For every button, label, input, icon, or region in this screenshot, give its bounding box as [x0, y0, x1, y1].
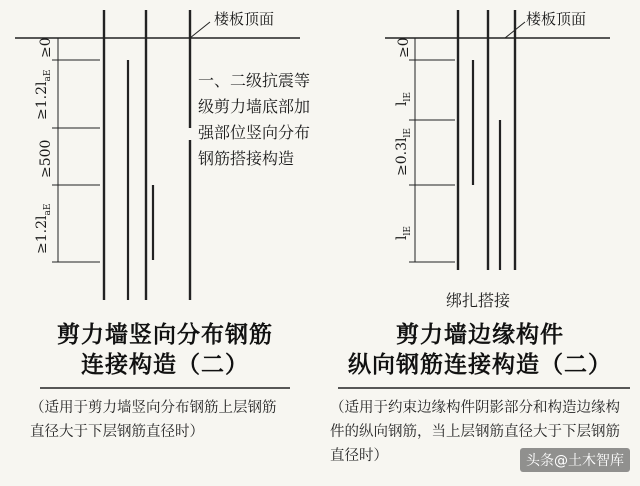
left-dimension-ticks	[52, 38, 100, 262]
right-dim-2: $\ge 0.3l_{lE}$	[394, 128, 413, 176]
right-dim-0: ≥0	[396, 37, 412, 58]
right-title	[330, 320, 630, 380]
left-dim-0: ≥0	[38, 37, 54, 58]
left-title-line-1: 剪力墙竖向分布钢筋	[57, 322, 273, 348]
left-caption: （适用于剪力墙竖向分布钢筋上层钢筋直径大于下层钢筋直径时）	[30, 400, 277, 440]
right-title-line-2: 纵向钢筋连接构造（二）	[348, 352, 612, 378]
left-dim-3: $\ge 1.2l_{aE}$	[34, 203, 53, 254]
right-title-line-1: 剪力墙边缘构件	[396, 322, 564, 348]
left-title	[30, 320, 300, 380]
left-title-line-2: 连接构造（二）	[81, 352, 249, 378]
left-note: 一、二级抗震等级剪力墙底部加强部位竖向分布钢筋搭接构造	[198, 71, 311, 168]
watermark: 头条@土木智库	[520, 448, 630, 472]
left-dim-2: ≥500	[38, 139, 54, 178]
left-dim-1: $\ge 1.2l_{aE}$	[34, 69, 53, 120]
right-dimension-ticks	[409, 38, 455, 262]
right-dim-1: $l_{lE}$	[394, 92, 413, 106]
right-caption: （适用于约束边缘构件阴影部分和构造边缘构件的纵向钢筋，当上层钢筋直径大于下层钢筋直径时）	[330, 400, 620, 464]
left-slab-leader	[190, 22, 210, 38]
right-lap-label: 绑扎搭接	[446, 291, 511, 310]
right-dim-3: $l_{lE}$	[394, 226, 413, 240]
left-slab-label: 楼板顶面	[214, 10, 275, 28]
right-slab-label: 楼板顶面	[526, 10, 587, 28]
